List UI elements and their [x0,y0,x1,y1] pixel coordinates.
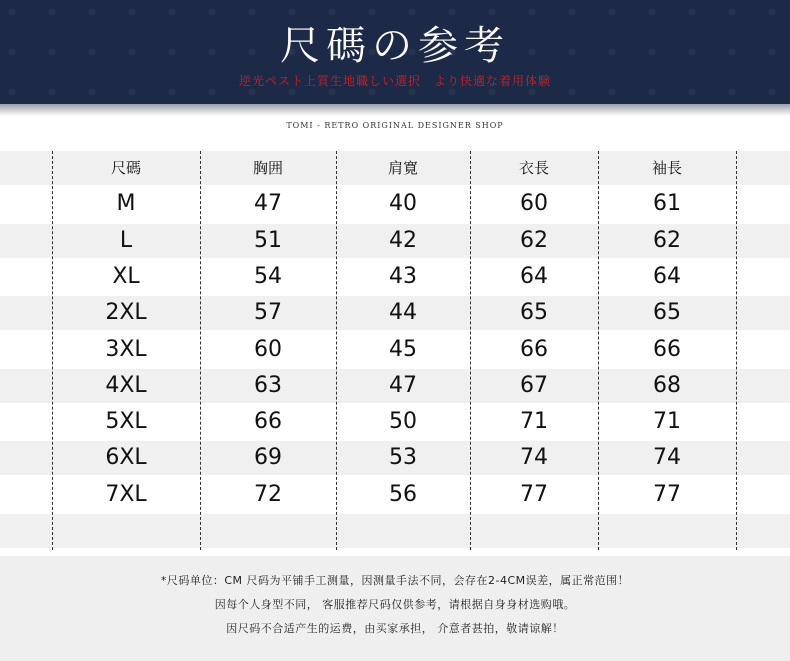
table-header-cell: 胸囲 [252,159,283,177]
table-cell: 69 [254,445,282,470]
table-cell: L [119,228,133,253]
table-header-cell: 袖長 [651,159,682,177]
size-table [0,151,790,550]
table-header-cell: 尺碼 [110,159,141,177]
table-cell: 77 [520,482,548,507]
table-cell: 62 [653,228,681,253]
page-title: 尺碼の参考 [280,23,510,69]
banner-shadow [0,104,790,116]
table-cell: 43 [389,264,417,289]
column-divider [52,151,53,550]
column-divider [336,151,337,550]
table-cell: 66 [520,337,548,362]
table-cell [200,514,336,548]
table-cell [470,514,598,548]
table-cell: 57 [254,300,282,325]
table-cell: 66 [254,409,282,434]
table-row [0,296,790,330]
table-header-cell: 肩寛 [387,159,418,177]
table-cell [336,514,470,548]
table-cell: 74 [653,445,681,470]
table-cell [52,514,200,548]
shop-name: TOMI - RETRO ORIGINAL DESIGNER SHOP [286,121,504,130]
table-cell: 51 [254,228,282,253]
table-cell: 47 [254,191,282,216]
table-cell: 53 [389,445,417,470]
table-row [0,405,790,439]
table-cell: 71 [653,409,681,434]
table-cell: 64 [653,264,681,289]
table-row [0,260,790,294]
table-cell: 3XL [105,337,147,362]
table-cell: 47 [389,373,417,398]
table-cell: 74 [520,445,548,470]
table-cell: XL [112,264,140,289]
table-cell: 45 [389,337,417,362]
table-row [0,441,790,475]
table-cell: 65 [520,300,548,325]
table-cell: 72 [254,482,282,507]
table-cell: 5XL [105,409,147,434]
column-divider [470,151,471,550]
header-banner [0,0,790,104]
table-cell: 56 [389,482,417,507]
table-cell: 44 [389,300,417,325]
table-cell: 64 [520,264,548,289]
banner-subtitle: 逆光ペスト上質生地職しい選択 より快適な着用体験 [238,74,551,88]
table-cell: 63 [254,373,282,398]
note-line: 因每个人身型不同， 客服推荐尺码仅供参考，请根据自身身材选购哦。 [214,598,576,611]
column-divider [200,151,201,550]
table-cell: 68 [653,373,681,398]
table-cell: 65 [653,300,681,325]
table-cell: 7XL [105,482,147,507]
table-cell: 71 [520,409,548,434]
table-row [0,187,790,221]
table-row [0,369,790,403]
table-cell: 50 [389,409,417,434]
table-cell: 4XL [105,373,147,398]
table-cell [598,514,736,548]
column-divider [736,151,737,550]
table-cell: 60 [520,191,548,216]
table-cell: 67 [520,373,548,398]
note-line: 因尺码不合适产生的运费，由买家承担， 介意者甚拍，敬请谅解！ [226,622,564,635]
table-cell: 77 [653,482,681,507]
table-row [0,333,790,367]
table-header-cell: 衣長 [518,159,549,177]
table-row [0,478,790,512]
table-header-row [0,151,790,185]
table-cell: 2XL [105,300,147,325]
table-row [0,514,790,548]
table-cell: 60 [254,337,282,362]
table-cell: 54 [254,264,282,289]
table-cell: 42 [389,228,417,253]
note-line: *尺码单位：CM 尺码为平铺手工测量，因测量手法不同，会存在2-4CM误差，属正常范围！ [160,574,630,587]
table-cell: 40 [389,191,417,216]
notes-panel [0,556,790,661]
table-cell: 62 [520,228,548,253]
table-cell: M [116,191,136,216]
table-cell: 61 [653,191,681,216]
table-row [0,224,790,258]
table-cell: 66 [653,337,681,362]
column-divider [598,151,599,550]
table-cell: 6XL [105,445,147,470]
